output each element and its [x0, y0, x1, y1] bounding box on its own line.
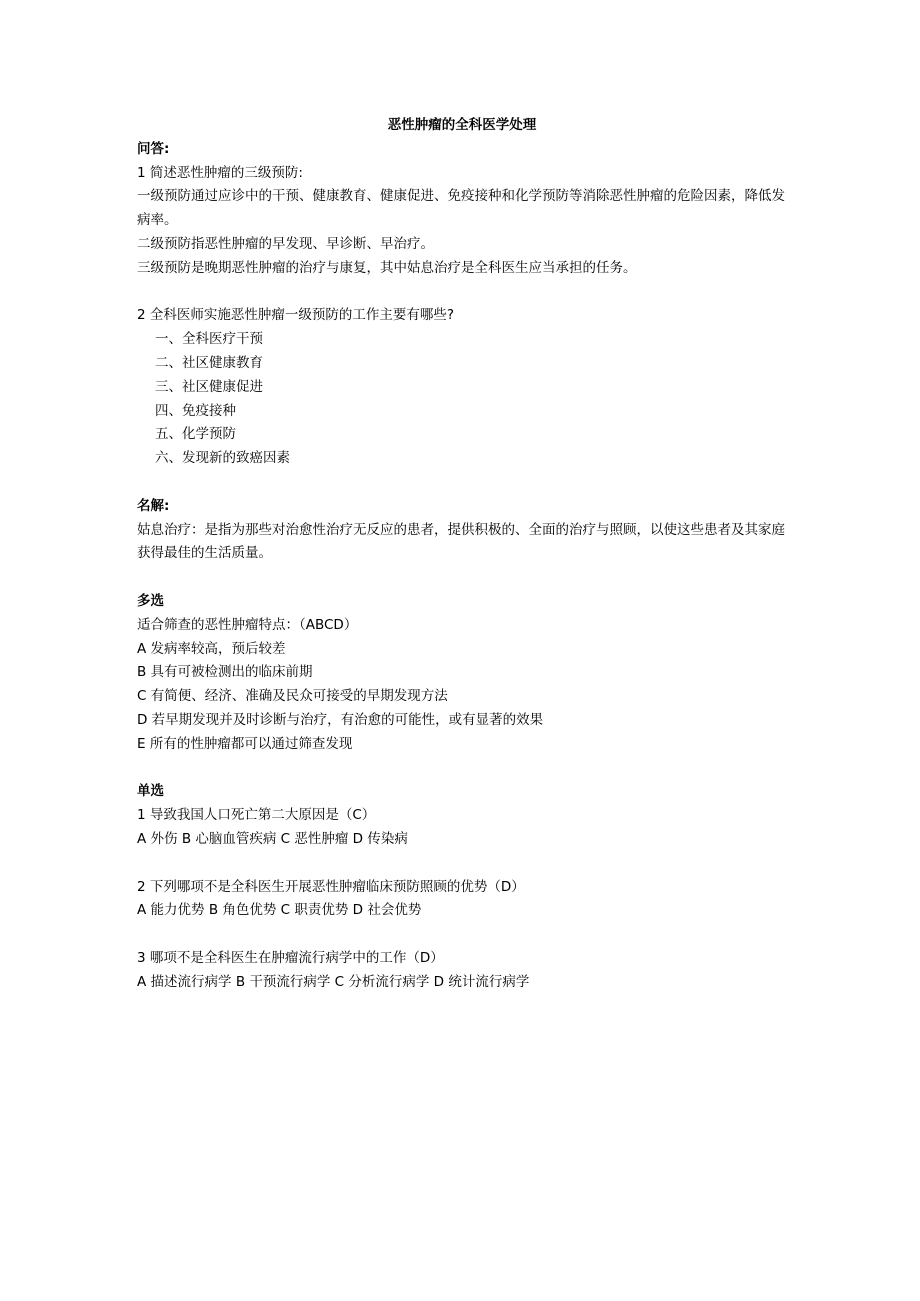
spacer	[137, 471, 787, 495]
single-choice-question: 2 下列哪项不是全科医生开展恶性肿瘤临床预防照顾的优势（D）	[137, 878, 525, 895]
qa-heading: 问答:	[137, 140, 170, 157]
single-choice-options: A 描述流行病学 B 干预流行病学 C 分析流行病学 D 统计流行病学	[137, 973, 530, 990]
document-page	[137, 114, 787, 994]
qa-answer-1-secondary: 二级预防指恶性肿瘤的早发现、早诊断、早治疗。	[137, 235, 434, 252]
multiple-choice-question: 适合筛查的恶性肿瘤特点：（ABCD）	[137, 616, 358, 633]
multiple-choice-option: C 有简便、经济、准确及民众可接受的早期发现方法	[137, 688, 448, 705]
spacer	[137, 566, 787, 590]
single-choice-options: A 能力优势 B 角色优势 C 职责优势 D 社会优势	[137, 902, 422, 919]
spacer	[137, 281, 787, 305]
multiple-choice-option: B 具有可被检测出的临床前期	[137, 664, 313, 681]
qa-answer-2-item: 一、全科医疗干预	[155, 331, 263, 348]
spacer	[137, 852, 787, 876]
multiple-choice-option: A 发病率较高，预后较差	[137, 640, 286, 657]
qa-answer-2-item: 五、化学预防	[155, 426, 236, 443]
qa-question-2: 2 全科医师实施恶性肿瘤一级预防的工作主要有哪些?	[137, 307, 455, 324]
qa-answer-2-item: 六、发现新的致癌因素	[155, 450, 290, 467]
document-title: 恶性肿瘤的全科医学处理	[387, 117, 537, 133]
single-choice-question: 3 哪项不是全科医生在肿瘤流行病学中的工作（D）	[137, 949, 444, 966]
spacer	[137, 923, 787, 947]
spacer	[137, 757, 787, 781]
qa-answer-1-primary: 一级预防通过应诊中的干预、健康教育、健康促进、免疫接种和化学预防等消除恶性肿瘤的危险因素，降低发病率。	[137, 188, 785, 229]
multiple-choice-option: E 所有的性肿瘤都可以通过筛查发现	[137, 735, 353, 752]
qa-answer-2-item: 三、社区健康促进	[155, 378, 263, 395]
definition-text: 姑息治疗：是指为那些对治愈性治疗无反应的患者，提供积极的、全面的治疗与照顾，以使这些患者及其家庭获得最佳的生活质量。	[137, 521, 785, 562]
qa-question-1: 1 简述恶性肿瘤的三级预防:	[137, 164, 303, 181]
definition-heading: 名解:	[137, 497, 170, 514]
qa-answer-2-item: 二、社区健康教育	[155, 354, 263, 371]
qa-answer-2-item: 四、免疫接种	[155, 402, 236, 419]
multiple-choice-option: D 若早期发现并及时诊断与治疗，有治愈的可能性，或有显著的效果	[137, 711, 544, 728]
single-choice-heading: 单选	[137, 783, 164, 800]
single-choice-options: A 外伤 B 心脑血管疾病 C 恶性肿瘤 D 传染病	[137, 830, 408, 847]
qa-answer-1-tertiary: 三级预防是晚期恶性肿瘤的治疗与康复，其中姑息治疗是全科医生应当承担的任务。	[137, 259, 637, 276]
multiple-choice-heading: 多选	[137, 592, 164, 609]
single-choice-question: 1 导致我国人口死亡第二大原因是（C）	[137, 807, 376, 824]
